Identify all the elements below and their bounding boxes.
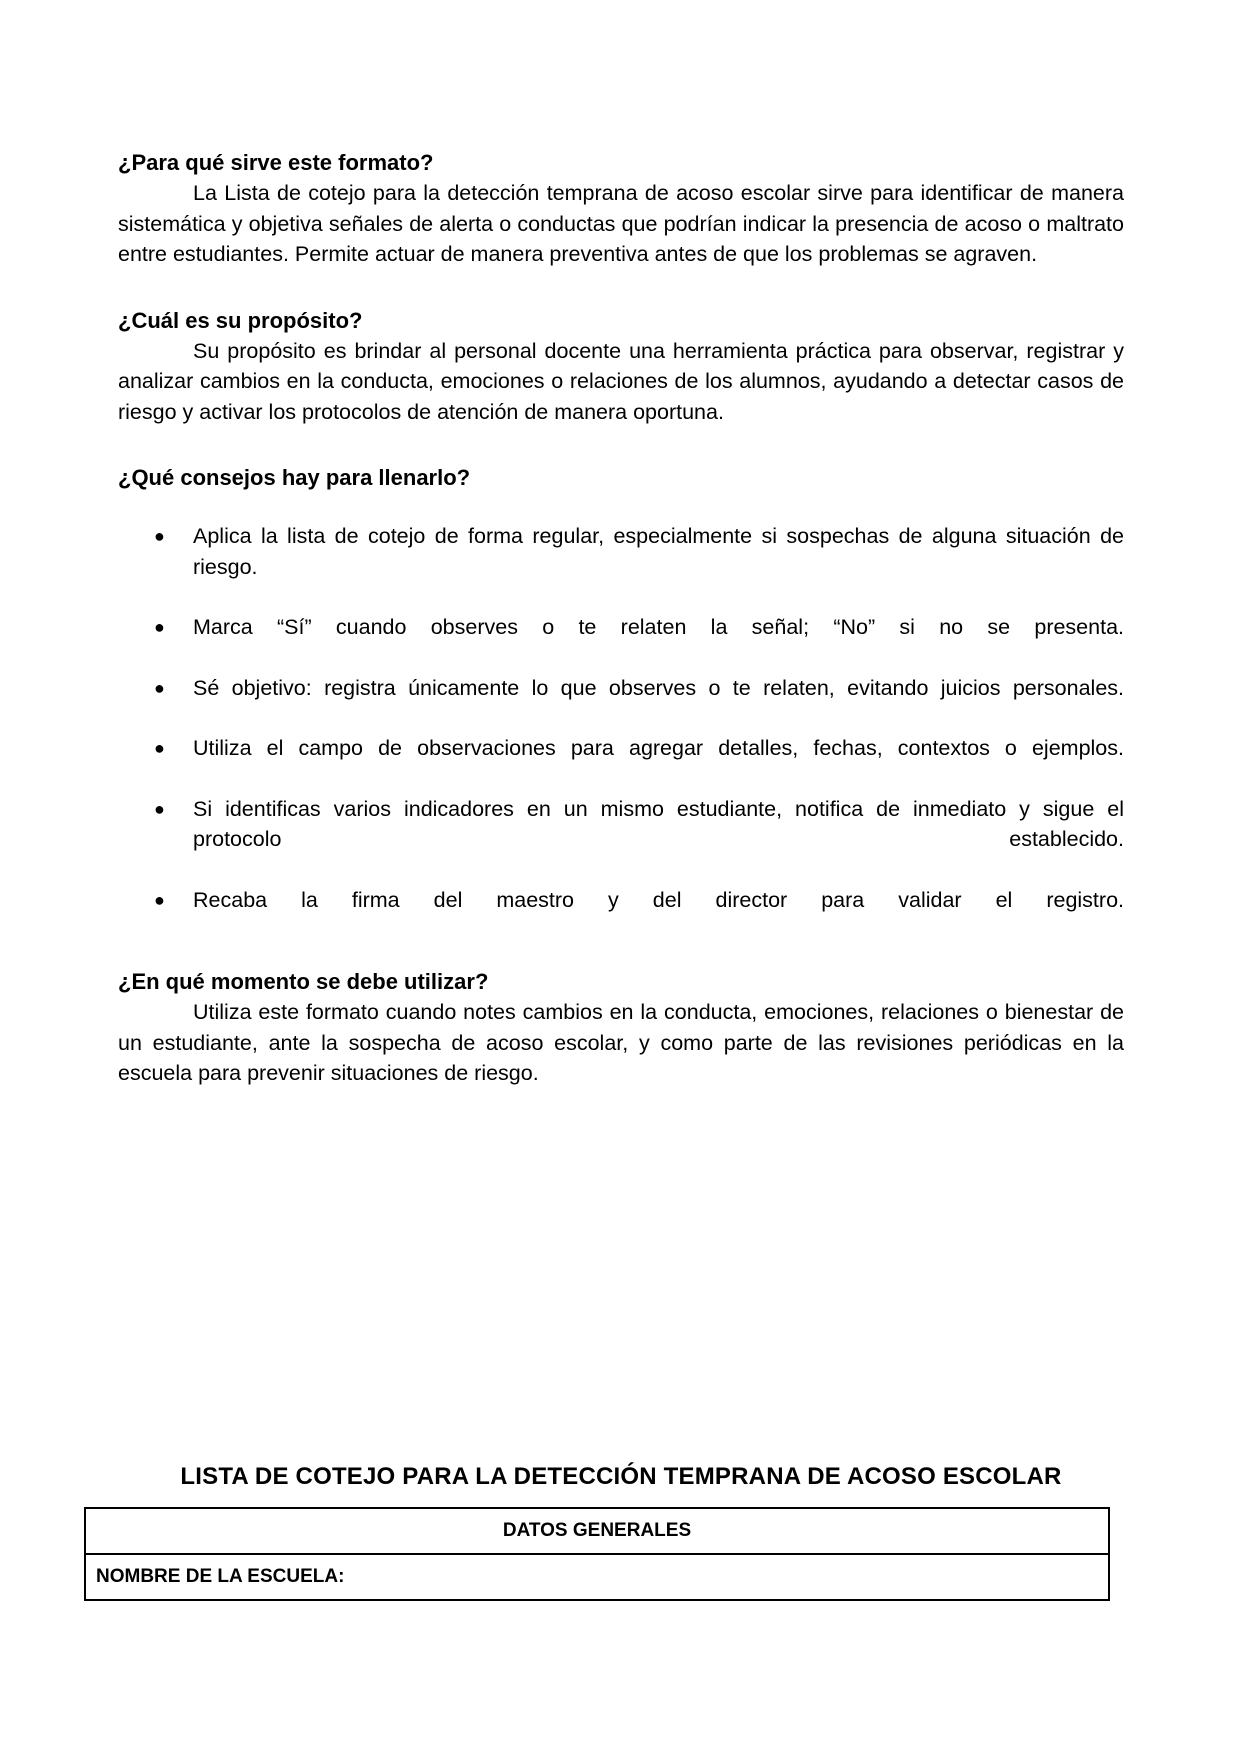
section-heading-tips: ¿Qué consejos hay para llenarlo?	[118, 465, 471, 490]
bullet-icon: ●	[154, 677, 165, 698]
list-item	[118, 673, 1124, 704]
section-heading-purpose-use: ¿Para qué sirve este formato?	[118, 150, 434, 175]
tip-text: Recaba la firma del maestro y del director para validar el registro.	[193, 887, 1124, 912]
section-heading-when: ¿En qué momento se debe utilizar?	[118, 969, 489, 994]
school-name-field[interactable]: NOMBRE DE LA ESCUELA:	[85, 1554, 1109, 1600]
list-item	[118, 794, 1124, 855]
section-body-when: Utiliza este formato cuando notes cambios en la conducta, emociones, relaciones o bienestar de un estudiante, ante la sospecha de acoso escolar, y como parte de las revisiones periódicas en la escuela para prevenir situaciones de riesgo.	[118, 1000, 1124, 1085]
instructions-content	[118, 148, 1124, 1089]
section-body-aim: Su propósito es brindar al personal docente una herramienta práctica para observar, registrar y analizar cambios en la conducta, emociones o relaciones de los alumnos, ayudando a detectar casos de riesgo y activar los protocolos de atención de manera oportuna.	[118, 338, 1124, 424]
bullet-icon: ●	[154, 798, 165, 819]
list-item	[118, 521, 1124, 582]
tips-list	[118, 521, 1124, 915]
list-item	[118, 612, 1124, 643]
bullet-icon: ●	[154, 617, 165, 637]
table-row	[85, 1554, 1109, 1600]
table-row	[85, 1508, 1109, 1554]
tip-text: Marca “Sí” cuando observes o te relaten la señal; “No” si no se presenta.	[193, 615, 1124, 639]
bullet-icon: ●	[154, 889, 165, 910]
section-heading-aim: ¿Cuál es su propósito?	[118, 307, 363, 333]
tip-text: Sé objetivo: registra únicamente lo que observes o te relaten, evitando juicios personales.	[193, 675, 1124, 700]
form-title: LISTA DE COTEJO PARA LA DETECCIÓN TEMPRANA DE ACOSO ESCOLAR	[180, 1463, 1062, 1490]
bullet-icon: ●	[154, 738, 165, 758]
general-data-table	[84, 1507, 1110, 1601]
list-item	[118, 885, 1124, 916]
tip-text: Aplica la lista de cotejo de forma regular, especialmente si sospechas de alguna situación de riesgo.	[193, 524, 1124, 579]
tip-text: Si identificas varios indicadores en un mismo estudiante, notifica de inmediato y sigue el protocolo establecido.	[193, 796, 1124, 851]
table-header-cell: DATOS GENERALES	[85, 1508, 1109, 1554]
list-item	[118, 733, 1124, 764]
tip-text: Utiliza el campo de observaciones para agregar detalles, fechas, contextos o ejemplos.	[193, 736, 1124, 760]
bullet-icon: ●	[154, 526, 165, 546]
section-body-purpose-use: La Lista de cotejo para la detección temprana de acoso escolar sirve para identificar de manera sistemática y objetiva señales de alerta o conductas que podrían indicar la presencia de acoso o maltrato entre estudiantes. Permite actuar de manera preventiva antes de que los problemas se agraven.	[118, 181, 1124, 266]
